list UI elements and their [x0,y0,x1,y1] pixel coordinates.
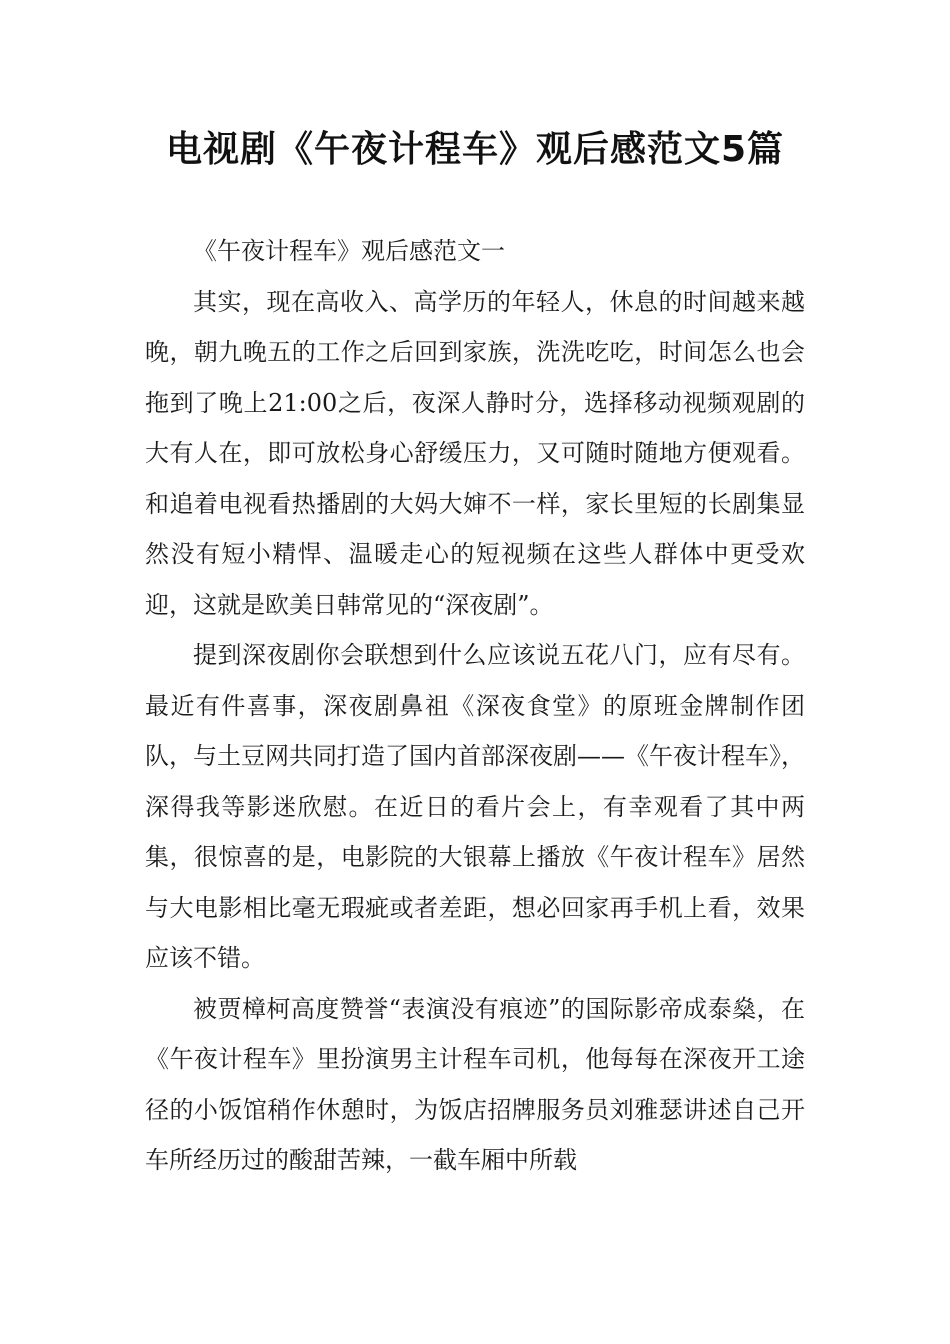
document-body [145,226,805,1186]
document-title: 电视剧《午夜计程车》观后感范文5篇 [165,129,785,170]
paragraph-2: 提到深夜剧你会联想到什么应该说五花八门，应有尽有。最近有件喜事，深夜剧鼻祖《深夜食堂》的原班金牌制作团队，与土豆网共同打造了国内首部深夜剧——《午夜计程车》，深得我等影迷欣慰。在近日的看片会上，有幸观看了其中两集，很惊喜的是，电影院的大银幕上播放《午夜计程车》居然与大电影相比毫无瑕疵或者差距，想必回家再手机上看，效果应该不错。 [145,641,805,972]
paragraph-3: 被贾樟柯高度赞誉“表演没有痕迹”的国际影帝成泰燊，在《午夜计程车》里扮演男主计程车司机，他每每在深夜开工途径的小饭馆稍作休憩时，为饭店招牌服务员刘雅瑟讲述自己开车所经历过的酸甜苦辣，一截车厢中所载 [145,994,805,1174]
paragraph-1: 其实，现在高收入、高学历的年轻人，休息的时间越来越晚，朝九晚五的工作之后回到家族，洗洗吃吃，时间怎么也会拖到了晚上21:00之后，夜深人静时分，选择移动视频观剧的大有人在，即可放松身心舒缓压力，又可随时随地方便观看。和追着电视看热播剧的大妈大婶不一样，家长里短的长剧集显然没有短小精悍、温暖走心的短视频在这些人群体中更受欢迎，这就是欧美日韩常见的“深夜剧”。 [145,287,805,619]
section-heading: 《午夜计程车》观后感范文一 [193,237,505,265]
